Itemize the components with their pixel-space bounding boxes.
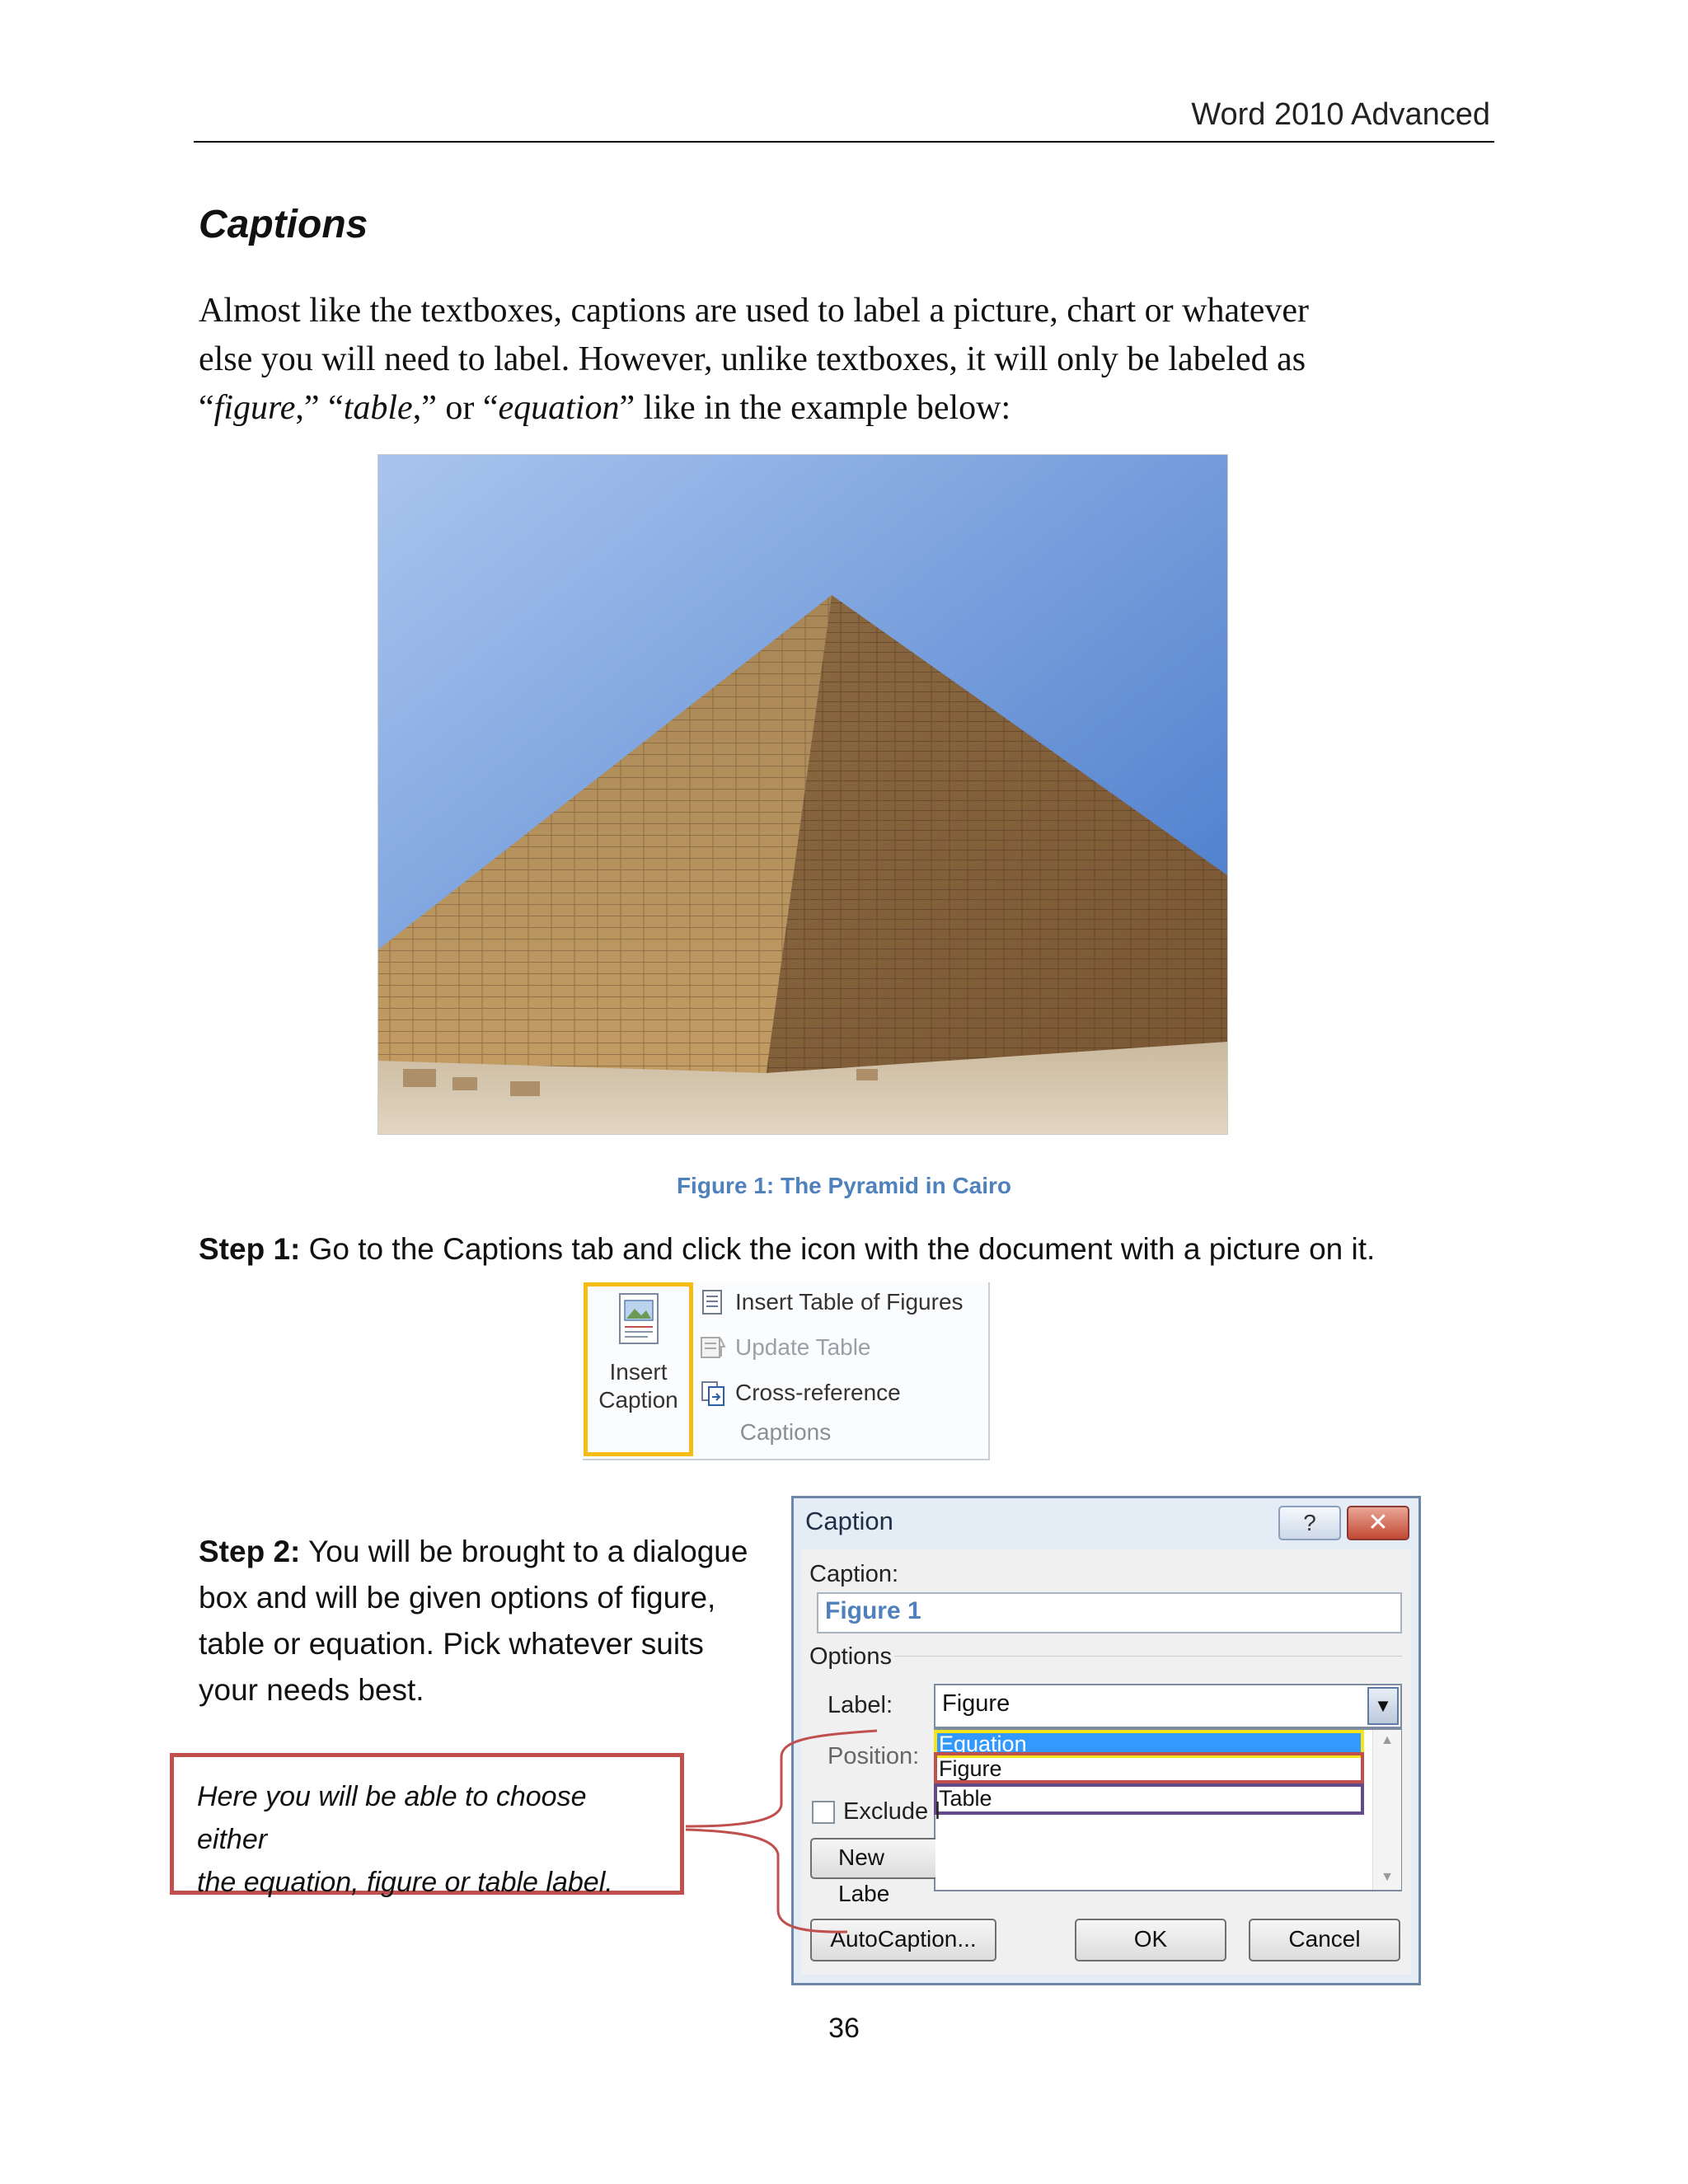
insert-table-of-figures-button[interactable] (699, 1288, 964, 1316)
ok-button[interactable]: OK (1075, 1919, 1226, 1961)
insert-table-of-figures-label: Insert Table of Figures (735, 1289, 964, 1315)
step-2-line-2: box and will be given options of figure, (199, 1581, 716, 1615)
insert-caption-highlight (584, 1282, 693, 1456)
intro-paragraph (199, 287, 1484, 433)
dropdown-option-figure[interactable]: Figure (939, 1756, 1002, 1781)
caption-field-label: Caption: (809, 1561, 899, 1587)
insert-caption-label-line1: Insert (609, 1359, 668, 1385)
step-1-text: Step 1: Go to the Captions tab and click the icon with the document with a picture on it. (199, 1232, 1376, 1266)
label-select[interactable]: Figure (934, 1684, 1402, 1728)
options-label: Options (809, 1643, 892, 1670)
table-highlight (934, 1783, 1364, 1815)
close-button[interactable]: ✕ (1347, 1506, 1409, 1540)
update-table-icon (699, 1333, 727, 1361)
annotation-box (170, 1753, 684, 1898)
table-of-figures-icon (699, 1288, 727, 1316)
chevron-down-icon[interactable]: ▼ (1367, 1687, 1399, 1725)
intro-line-2: else you will need to label. However, unlike textboxes, it will only be labeled as (199, 340, 1306, 378)
exclude-label-checkbox[interactable] (812, 1801, 835, 1824)
intro-figure-word: figure (213, 389, 296, 427)
update-table-label: Update Table (735, 1334, 871, 1360)
cross-reference-label: Cross-reference (735, 1380, 901, 1405)
header-divider (194, 141, 1494, 143)
page-number: 36 (828, 2013, 860, 2044)
annotation-line-2: the equation, figure or table label. (197, 1867, 613, 1898)
cancel-button[interactable]: Cancel (1249, 1919, 1400, 1961)
step-2-line-3: table or equation. Pick whatever suits (199, 1627, 704, 1661)
dropdown-option-table[interactable]: Table (939, 1786, 992, 1811)
step-2-label: Step 2: (199, 1535, 301, 1568)
caption-input[interactable]: Figure 1 (817, 1592, 1402, 1633)
dialog-title: Caption (805, 1507, 893, 1535)
intro-line-1: Almost like the textboxes, captions are used to label a picture, chart or whatever (199, 292, 1310, 330)
intro-line-3: “figure,” “table,” or “equation” like in the example below: (199, 389, 1011, 427)
dropdown-option-equation[interactable]: Equation (937, 1732, 1362, 1757)
label-field-label: Label: (828, 1692, 893, 1718)
step-1-label: Step 1: (199, 1232, 301, 1266)
insert-caption-label-line2: Caption (598, 1387, 678, 1413)
cross-reference-button[interactable] (699, 1379, 901, 1407)
exclude-label-text: Exclude l (843, 1798, 940, 1825)
section-title: Captions (199, 203, 368, 246)
step-2-line-4: your needs best. (199, 1673, 424, 1707)
annotation-line-1: Here you will be able to choose either (197, 1781, 587, 1855)
new-label-button[interactable]: New Labe (810, 1838, 935, 1879)
position-label: Position: (828, 1743, 920, 1769)
help-button[interactable]: ? (1278, 1506, 1341, 1540)
options-divider (894, 1656, 1402, 1657)
figure-highlight (934, 1752, 1364, 1783)
pyramid-photo (377, 454, 1228, 1135)
update-table-button[interactable] (699, 1333, 871, 1361)
captions-group-label: Captions (739, 1419, 832, 1445)
dropdown-scrollbar[interactable]: ▲ ▼ (1372, 1730, 1401, 1890)
intro-equation-word: equation (498, 389, 620, 427)
intro-table-word: table (343, 389, 413, 427)
document-header-title: Word 2010 Advanced (1191, 97, 1490, 132)
step-2-text: Step 2: You will be brought to a dialogue box and will be given options of figure, table or equation. Pick whatever suits your needs best. (199, 1529, 776, 1713)
figure-caption: Figure 1: The Pyramid in Cairo (676, 1173, 1012, 1198)
autocaption-button[interactable]: AutoCaption... (810, 1919, 996, 1961)
cross-reference-icon (699, 1379, 727, 1407)
